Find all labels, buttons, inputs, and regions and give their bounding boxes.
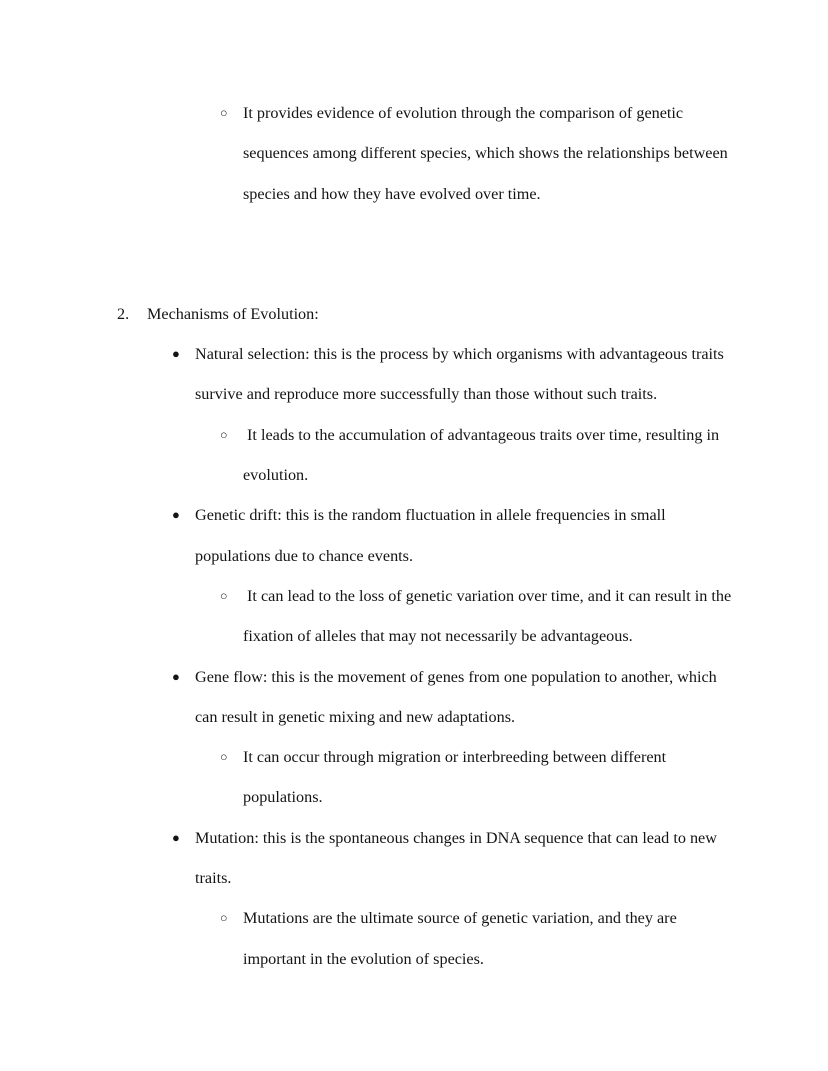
list-item-text: It can lead to the loss of genetic variation over time, and it can result in the fixation of alleles that may not necessarily be advantageous.	[243, 586, 736, 646]
list-item-natural-selection-sub-1	[0, 415, 828, 496]
disc-bullet-icon: ●	[172, 507, 180, 523]
disc-bullet-icon: ●	[172, 668, 180, 684]
list-item-gene-flow-sub-1	[0, 737, 828, 818]
list-item-text: It leads to the accumulation of advantageous traits over time, resulting in evolution.	[243, 425, 724, 485]
section-spacer	[0, 214, 828, 294]
list-item-natural-selection	[0, 334, 828, 415]
circle-bullet-icon: ○	[220, 911, 228, 926]
list-item-text: Mutations are the ultimate source of genetic variation, and they are important in the evolution of species.	[243, 909, 681, 968]
list-item-genetic-drift-sub-1	[0, 576, 828, 657]
circle-bullet-icon: ○	[220, 106, 228, 120]
list-item-mutation-sub-1	[0, 898, 828, 979]
top-spacer	[0, 0, 828, 93]
list-item-gene-flow	[0, 657, 828, 738]
list-item-text: Genetic drift: this is the random fluctuation in allele frequencies in small populations due to chance events.	[195, 506, 670, 565]
list-item-text: It provides evidence of evolution through the comparison of genetic sequences among different species, which shows the relationships between species and how they have evolved over time.	[243, 104, 732, 203]
list-item-text: Natural selection: this is the process by which organisms with advantageous traits survive and reproduce more successfully than those without such traits.	[195, 345, 728, 404]
list-item-text: Mutation: this is the spontaneous changes in DNA sequence that can lead to new traits.	[195, 828, 721, 888]
list-item-text: It can occur through migration or interbreeding between different populations.	[243, 748, 671, 807]
list-item-genetic-drift	[0, 495, 828, 576]
disc-bullet-icon: ●	[172, 346, 180, 362]
list-item-mutation	[0, 818, 828, 899]
circle-bullet-icon: ○	[220, 427, 228, 442]
circle-bullet-icon: ○	[220, 588, 228, 603]
section-heading-mechanisms	[0, 294, 828, 334]
list-item-intro-subitem	[0, 93, 828, 214]
disc-bullet-icon: ●	[172, 829, 180, 845]
list-item-text: Gene flow: this is the movement of genes from one population to another, which can result in genetic mixing and new adaptations.	[195, 667, 721, 726]
list-number-marker: 2.	[117, 304, 130, 323]
circle-bullet-icon: ○	[220, 750, 228, 765]
section-title: Mechanisms of Evolution:	[147, 304, 319, 323]
